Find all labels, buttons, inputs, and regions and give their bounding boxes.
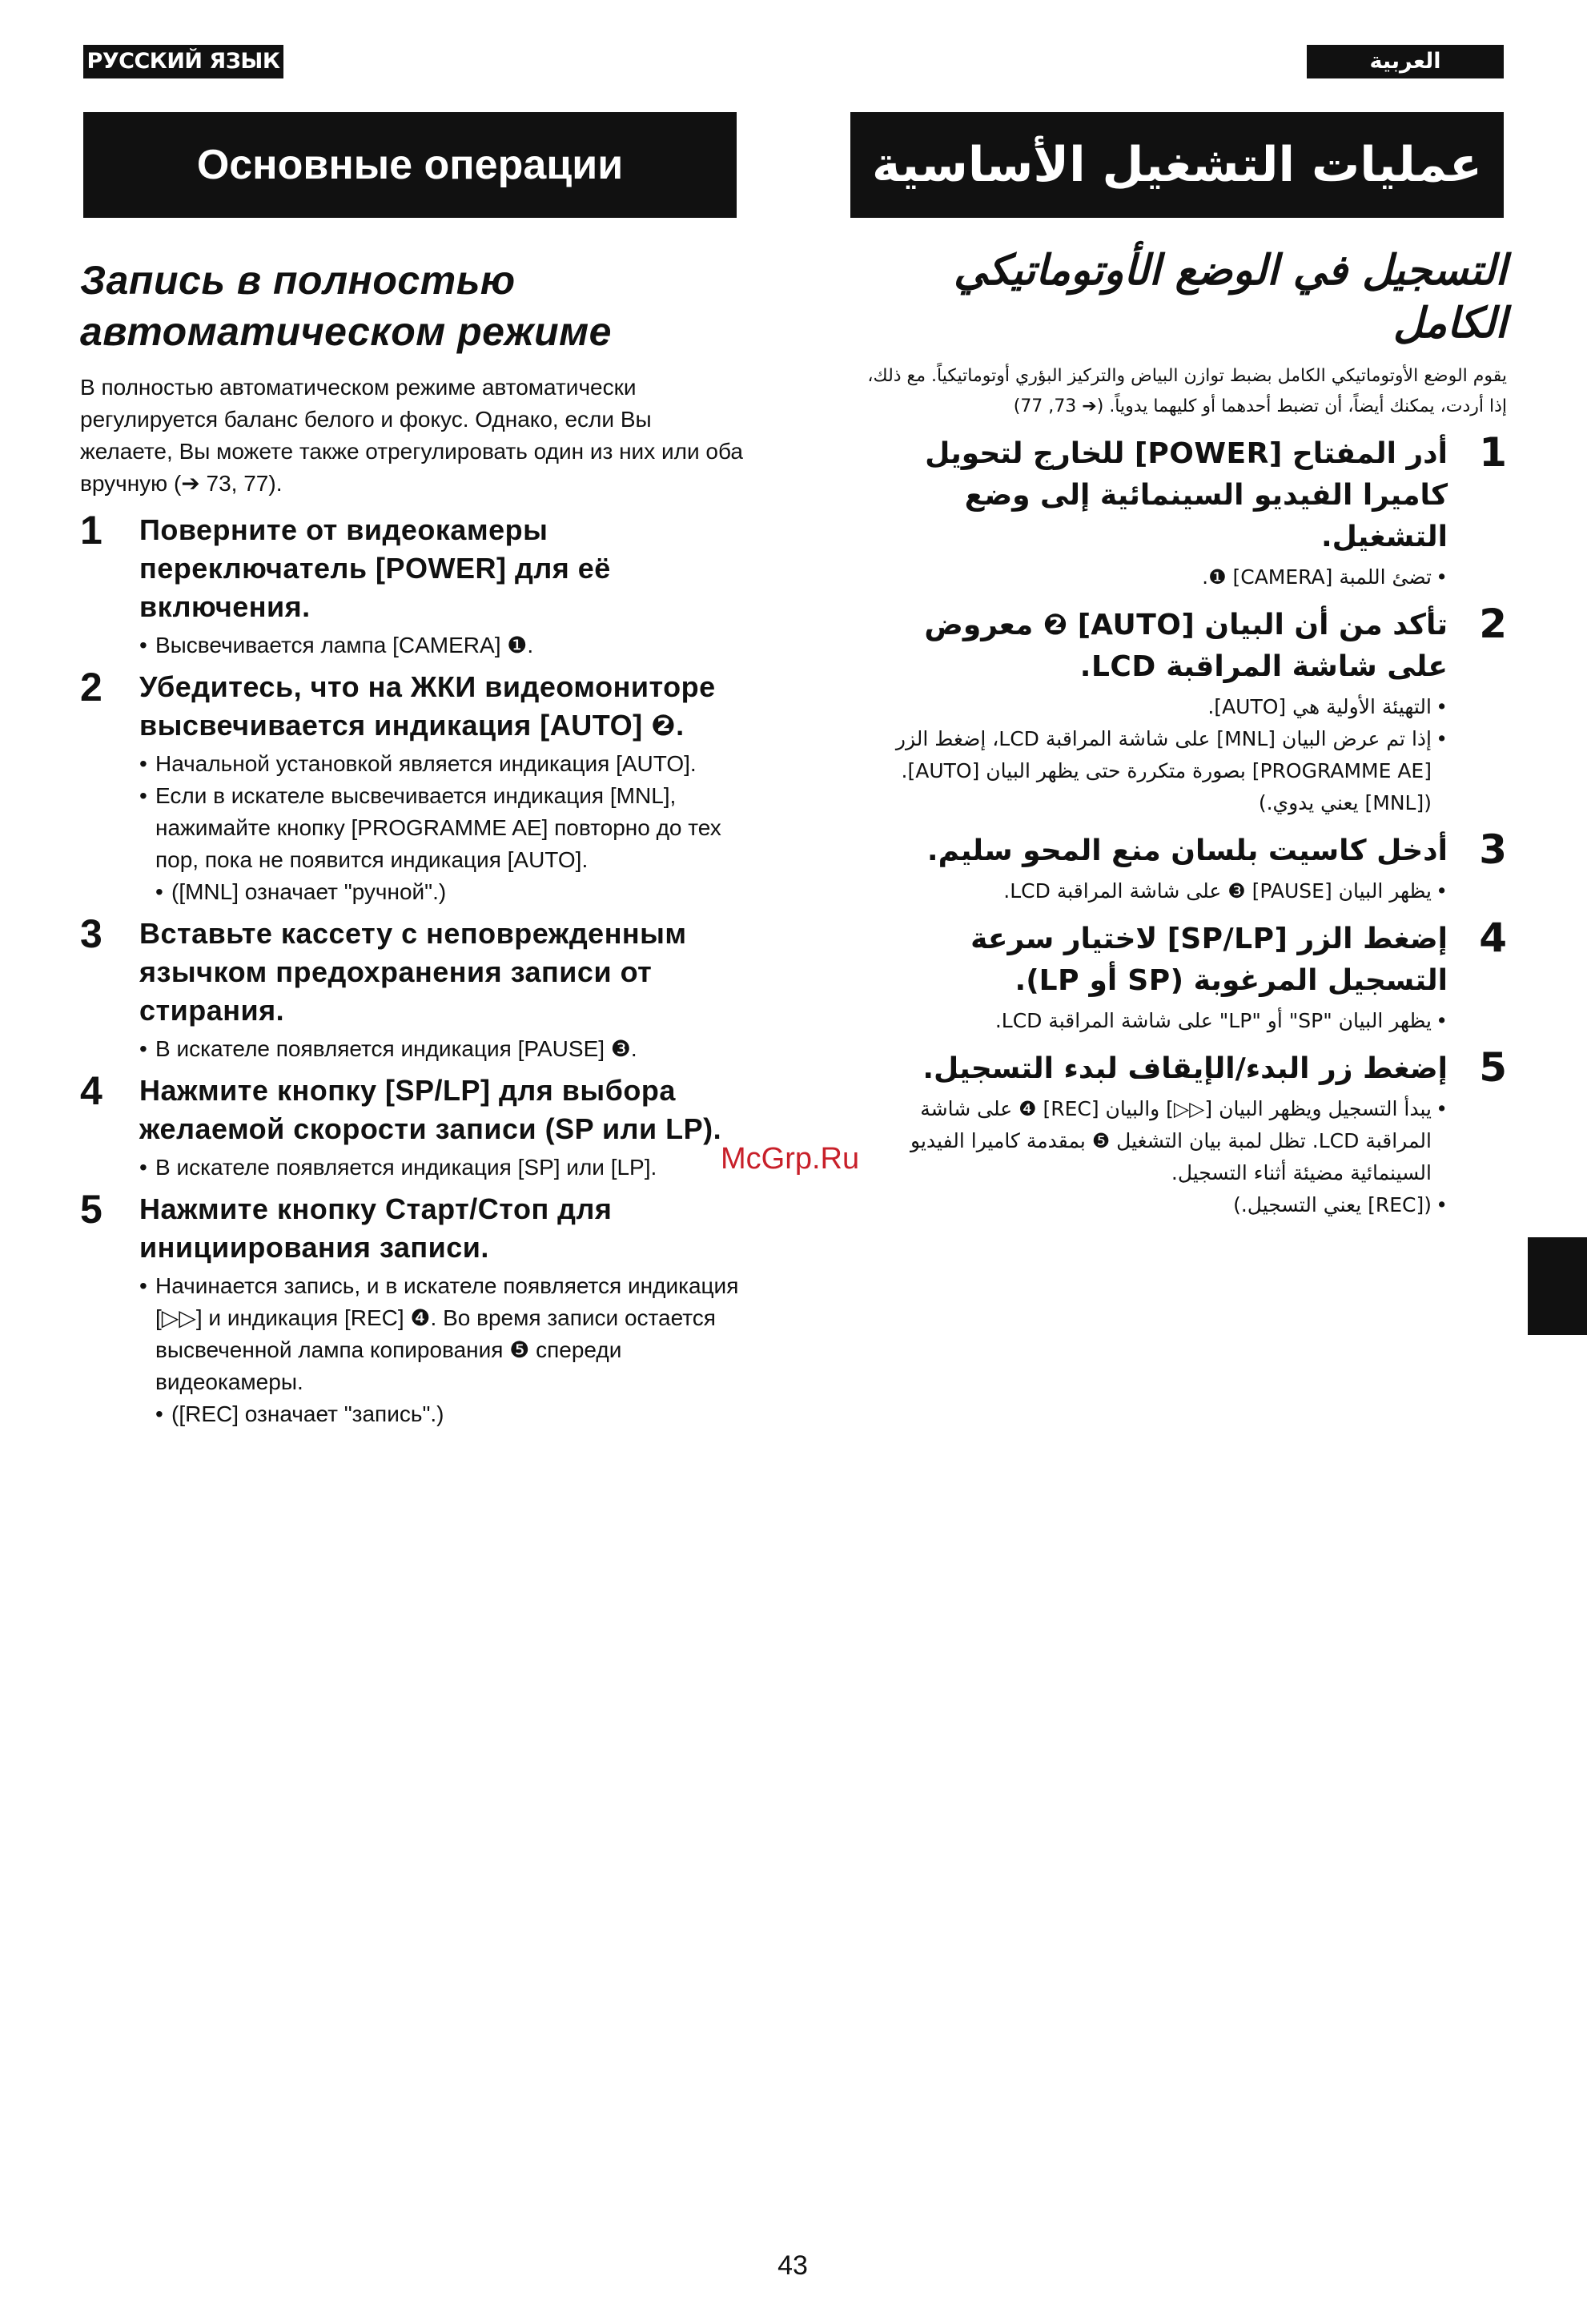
step-title: أدخل كاسيت بلسان منع المحو سليم.: [926, 834, 1448, 867]
step-number: 2: [1479, 601, 1507, 647]
step-note-plain: [139, 876, 745, 908]
step-number: 5: [80, 1187, 102, 1232]
step-title: إضغط زر البدء/الإيقاف لبدء التسجيل.: [922, 1052, 1448, 1085]
step-title: Поверните от видеокамеры переключатель [POWER] для её включения.: [139, 513, 611, 623]
step-2: [857, 601, 1507, 819]
step-1: [857, 429, 1507, 593]
step-title: إضغط الزر [SP/LP] لاختيار سرعة التسجيل المرغوبة (SP أو LP).: [970, 923, 1448, 997]
step-title: Вставьте кассету с неповрежденным язычком предохранения записи от стирания.: [139, 917, 687, 1027]
step-note: • Если в искателе высвечивается индикация [MNL], нажимайте кнопку [PROGRAMME AE] повторно до тех пор, пока не появится индикация [AUTO].: [139, 780, 745, 876]
step-note: • Высвечивается лампа [CAMERA] ❶.: [139, 629, 745, 661]
step-note: • إذا تم عرض البيان [MNL] على شاشة المراقبة LCD، إضغط الزر [PROGRAMME AE] بصورة متكررة حتى يظهر البيان [AUTO]. ([MNL] يعني يدوي.): [857, 723, 1448, 819]
intro-paragraph: В полностью автоматическом режиме автоматически регулируется баланс белого и фокус. Однако, если Вы желаете, Вы можете также отрегулировать один из них или оба вручную (➔ 73, 77).: [80, 375, 743, 496]
step-note: • В искателе появляется индикация [SP] или [LP].: [139, 1152, 745, 1184]
step-note-plain: [857, 1189, 1448, 1221]
step-number: 1: [80, 508, 102, 553]
russian-column: [80, 255, 745, 1437]
step-title: Убедитесь, что на ЖКИ видеомониторе высвечивается индикация [AUTO] ❷.: [139, 670, 716, 742]
step-title: Нажмите кнопку Старт/Стоп для инициирования записи.: [139, 1192, 613, 1264]
step-title: تأكد من أن البيان [AUTO] ❷ معروض على شاشة المراقبة LCD.: [924, 609, 1448, 683]
step-note: • يبدأ التسجيل ويظهر البيان [▷▷] والبيان [REC] ❹ على شاشة المراقبة LCD. تظل لمبة بيان التشغيل ❺ بمقدمة كاميرا الفيديو السينمائية مضيئة أثناء التسجيل.: [857, 1093, 1448, 1189]
step-note: • التهيئة الأولية هي [AUTO].: [857, 691, 1448, 723]
section-banner-arabic: عمليات التشغيل الأساسية: [850, 112, 1504, 218]
thumb-index-tab: [1528, 1237, 1587, 1335]
page-number: 43: [777, 2250, 808, 2281]
language-tab-arabic: العربية: [1307, 45, 1504, 78]
step-number: 4: [1479, 915, 1507, 961]
step-note: • تضئ اللمبة [CAMERA] ❶.: [857, 561, 1448, 593]
step-number: 3: [1479, 826, 1507, 873]
step-note: • В искателе появляется индикация [PAUSE] ❸.: [139, 1033, 745, 1065]
step-3: [80, 911, 745, 1065]
step-note-plain: [139, 1398, 745, 1430]
watermark-link[interactable]: McGrp.Ru: [721, 1142, 860, 1176]
step-5: [857, 1044, 1507, 1221]
step-note-text: ([MNL] означает "ручной".): [171, 879, 447, 904]
step-note: • يظهر البيان [PAUSE] ❸ على شاشة المراقبة LCD.: [857, 875, 1448, 907]
step-number: 4: [80, 1068, 102, 1113]
step-note: • Начинается запись, и в искателе появляется индикация [▷▷] и индикация [REC] ❹. Во время записи остается высвеченной лампа копирования ❺ спереди видеокамеры.: [139, 1270, 745, 1398]
step-number: 1: [1479, 429, 1507, 476]
section-banner-russian: Основные операции: [83, 112, 737, 218]
step-5: [80, 1187, 745, 1430]
step-2: [80, 665, 745, 908]
step-note: • Начальной установкой является индикация [AUTO].: [139, 748, 745, 780]
step-4: [80, 1068, 745, 1184]
intro-paragraph: يقوم الوضع الأوتوماتيكي الكامل بضبط توازن البياض والتركيز البؤري أوتوماتيكياً. مع ذلك، إذا أردت، يمكنك أيضاً، أن تضبط أحدهما أو كليهما يدوياً. (➔ 73, 77): [867, 366, 1507, 416]
step-1: [80, 508, 745, 661]
step-title: أدر المفتاح [POWER] للخارج لتحويل كاميرا الفيديو السينمائية إلى وضع التشغيل.: [925, 437, 1448, 553]
step-note: • يظهر البيان "SP" أو "LP" على شاشة المراقبة LCD.: [857, 1005, 1448, 1037]
arabic-column: [857, 244, 1507, 1232]
step-number: 2: [80, 665, 102, 710]
language-tab-russian: РУССКИЙ ЯЗЫК: [83, 45, 283, 78]
step-title: Нажмите кнопку [SP/LP] для выбора желаемой скорости записи (SP или LP).: [139, 1074, 722, 1145]
step-note-text: ([REC] يعني التسجيل.): [1233, 1193, 1432, 1216]
section-title: Запись в полностью автоматическом режиме: [80, 258, 612, 354]
section-title: التسجيل في الوضع الأوتوماتيكي الكامل: [953, 247, 1507, 348]
step-3: [857, 826, 1507, 907]
step-number: 5: [1479, 1044, 1507, 1091]
step-4: [857, 915, 1507, 1037]
step-number: 3: [80, 911, 102, 956]
step-note-text: ([REC] означает "запись".): [171, 1401, 444, 1426]
